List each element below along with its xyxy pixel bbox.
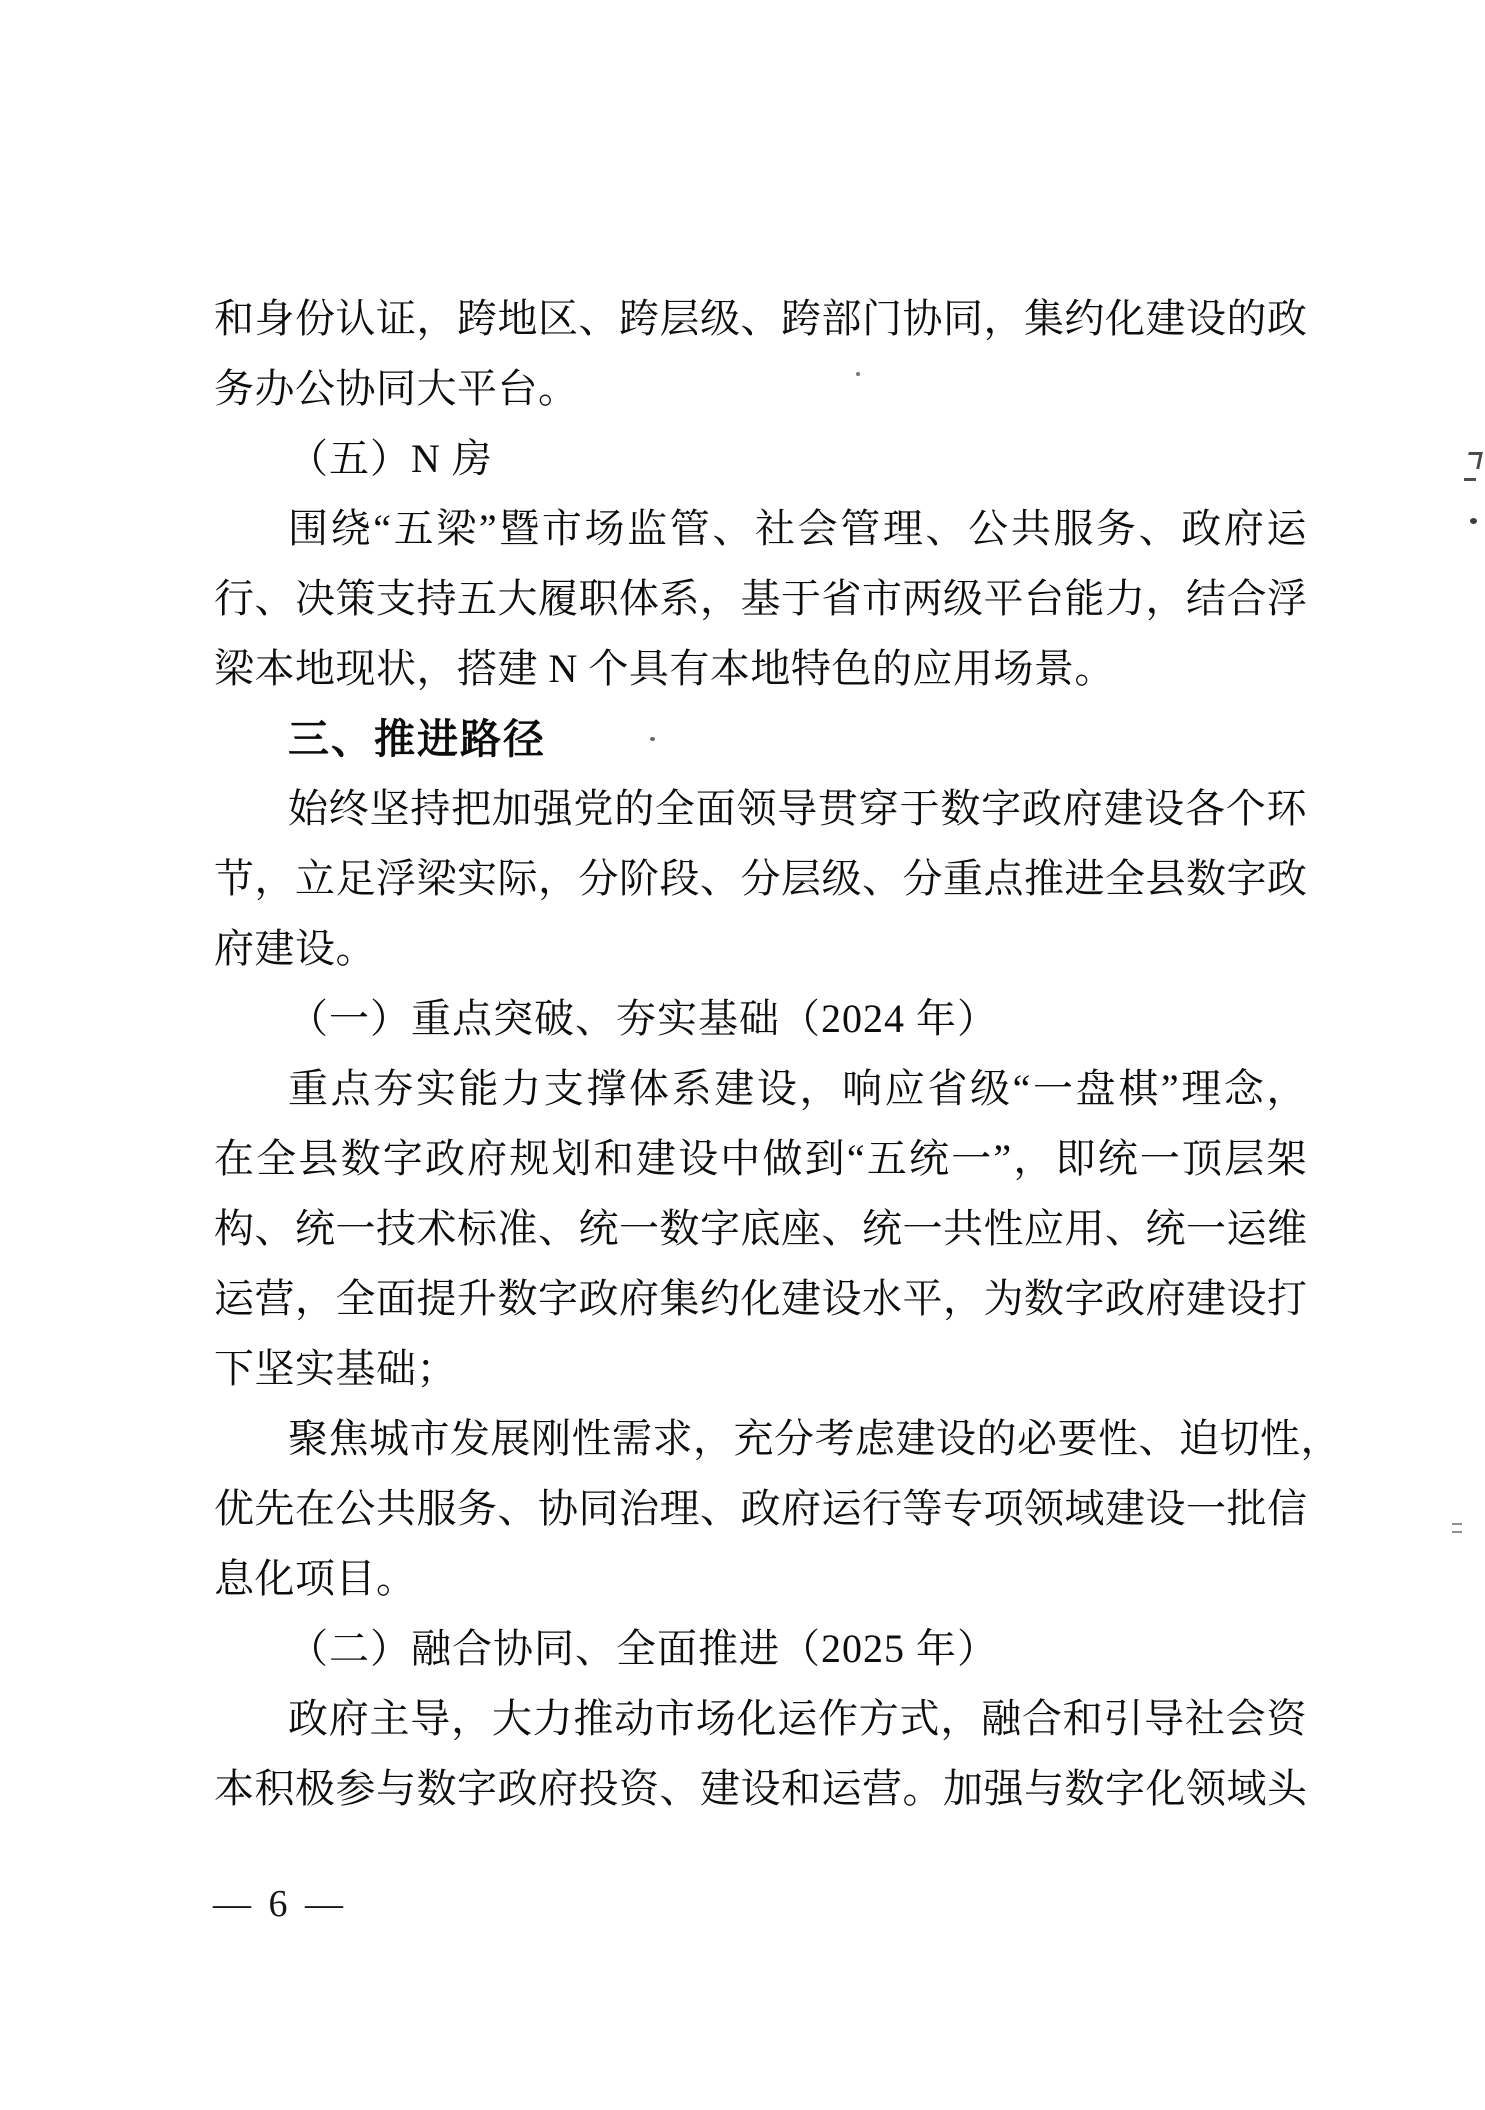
text-line: 和身份认证，跨地区、跨层级、跨部门协同，集约化建设的政 xyxy=(214,296,1308,341)
text-line: 梁本地现状，搭建 N 个具有本地特色的应用场景。 xyxy=(214,646,1115,691)
text-line: 运营，全面提升数字政府集约化建设水平，为数字政府建设打 xyxy=(214,1276,1308,1321)
document-text xyxy=(214,284,1341,1824)
heading-line: （二）融合协同、全面推进（2025 年） xyxy=(288,1626,998,1671)
heading-line: （一）重点突破、夯实基础（2024 年） xyxy=(288,996,998,1041)
text-line: 下坚实基础； xyxy=(214,1346,457,1391)
text-line: 围绕“五梁”暨市场监管、社会管理、公共服务、政府运 xyxy=(288,506,1307,551)
text-line: 在全县数字政府规划和建设中做到“五统一”，即统一顶层架 xyxy=(214,1136,1307,1181)
scan-speck xyxy=(1452,1523,1462,1525)
scan-speck xyxy=(1452,1531,1462,1533)
text-line: 重点夯实能力支撑体系建设，响应省级“一盘棋”理念， xyxy=(288,1066,1307,1111)
text-line: 府建设。 xyxy=(214,926,376,971)
heading-line: （五）N 房 xyxy=(288,436,493,481)
scan-speck xyxy=(650,737,655,741)
text-line: 行、决策支持五大履职体系，基于省市两级平台能力，结合浮 xyxy=(214,576,1308,621)
text-line: 本积极参与数字政府投资、建设和运营。加强与数字化领域头 xyxy=(214,1766,1308,1811)
text-line: 息化项目。 xyxy=(214,1556,417,1601)
text-line: 始终坚持把加强党的全面领导贯穿于数字政府建设各个环 xyxy=(288,786,1307,831)
heading-line: 三、推进路径 xyxy=(288,716,546,762)
text-line: 节，立足浮梁实际，分阶段、分层级、分重点推进全县数字政 xyxy=(214,856,1308,901)
text-line: 聚焦城市发展刚性需求，充分考虑建设的必要性、迫切性， xyxy=(288,1416,1341,1461)
scan-speck xyxy=(1465,452,1483,469)
text-line: 优先在公共服务、协同治理、政府运行等专项领域建设一批信 xyxy=(214,1486,1308,1531)
page-number: — 6 — xyxy=(213,1883,347,1925)
scan-speck xyxy=(1464,478,1476,481)
text-line: 务办公协同大平台。 xyxy=(214,366,579,411)
scan-speck xyxy=(856,372,860,376)
scan-speck xyxy=(1470,518,1477,524)
text-line: 政府主导，大力推动市场化运作方式，融合和引导社会资 xyxy=(288,1696,1307,1741)
text-line: 构、统一技术标准、统一数字底座、统一共性应用、统一运维 xyxy=(214,1206,1308,1251)
